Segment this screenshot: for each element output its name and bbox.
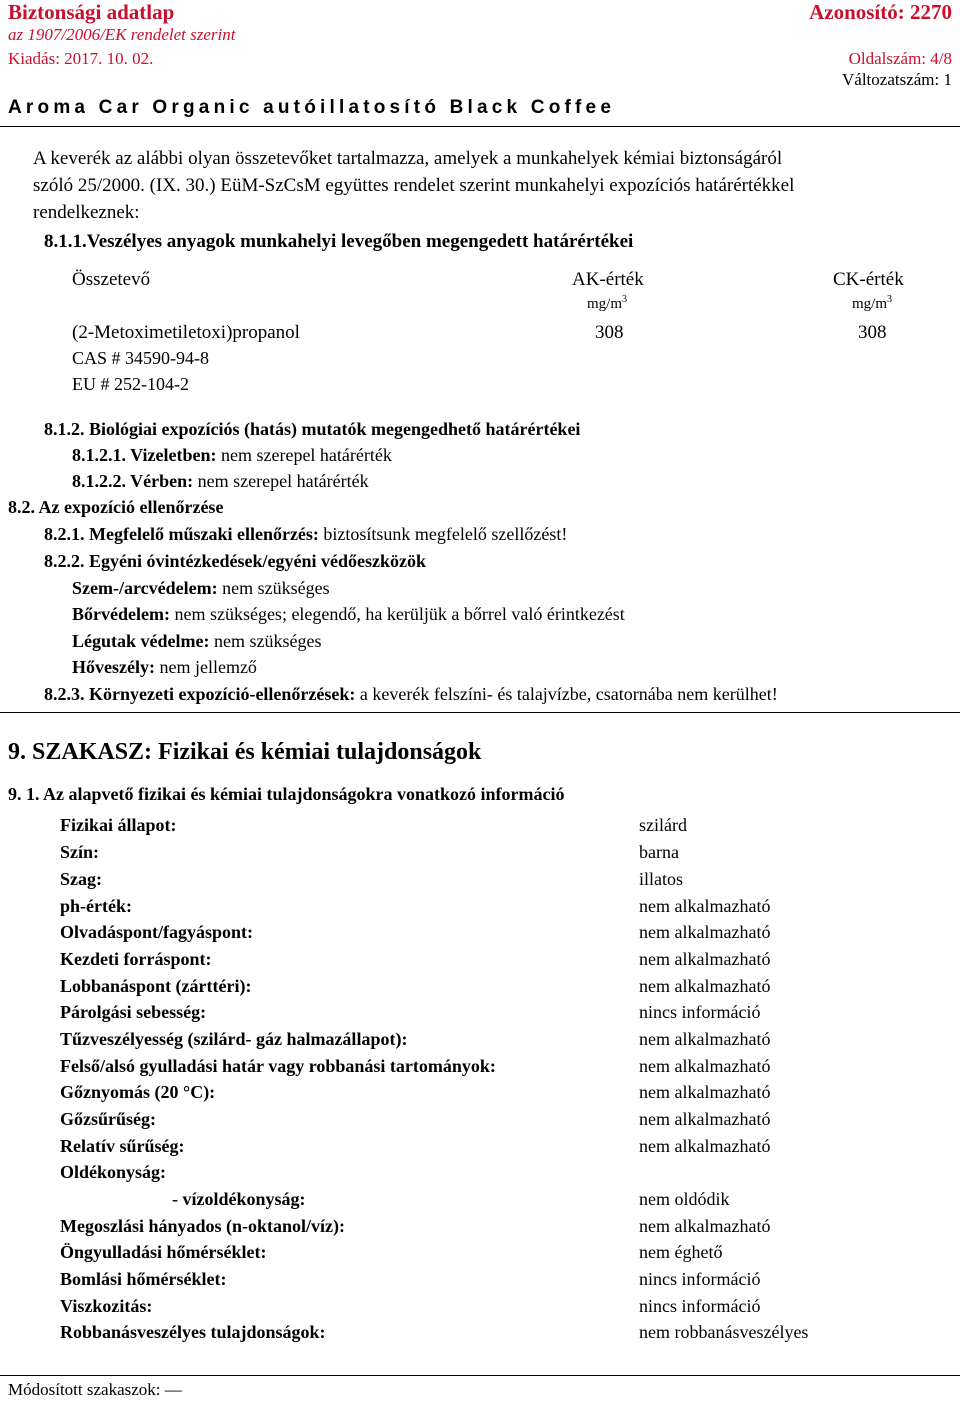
property-row: Gőzsűrűség: nem alkalmazható	[60, 1109, 771, 1129]
ppe-thermal: Hőveszély: nem jellemző	[72, 657, 257, 677]
document-title: Biztonsági adatlap	[8, 0, 175, 24]
product-name: Aroma Car Organic autóillatosító Black Coffee	[8, 97, 616, 118]
ppe-eye: Szem-/arcvédelem: nem szükséges	[72, 578, 330, 598]
section-8-2-3: 8.2.3. Környezeti expozíció-ellenőrzések: a keverék felszíni- és talajvízbe, csatornába nem kerülhet!	[44, 684, 778, 704]
component-eu: EU # 252-104-2	[72, 374, 189, 394]
col-ck-header: CK-érték	[833, 269, 904, 290]
section-8-2-2-heading: 8.2.2. Egyéni óvintézkedések/egyéni védőeszközök	[44, 551, 426, 571]
property-row: ph-érték: nem alkalmazható	[60, 896, 771, 916]
property-row: Robbanásveszélyes tulajdonságok: nem robbanásveszélyes	[60, 1322, 809, 1342]
component-ck-value: 308	[858, 322, 887, 343]
section-8-2-1: 8.2.1. Megfelelő műszaki ellenőrzés: biztosítsunk megfelelő szellőzést!	[44, 524, 568, 544]
property-row: Fizikai állapot: szilárd	[60, 815, 687, 835]
property-row: Megoszlási hányados (n-oktanol/víz): nem alkalmazható	[60, 1216, 771, 1236]
intro-line-3: rendelkeznek:	[33, 202, 140, 223]
section-9-1-heading: 9. 1. Az alapvető fizikai és kémiai tulajdonságokra vonatkozó információ	[8, 784, 565, 804]
property-row: Szag: illatos	[60, 869, 683, 889]
footer-divider	[0, 1375, 960, 1376]
property-row: Olvadáspont/fagyáspont: nem alkalmazható	[60, 922, 771, 942]
header-divider	[0, 126, 960, 127]
issue-date: Kiadás: 2017. 10. 02.	[8, 49, 154, 68]
property-row: Felső/alsó gyulladási határ vagy robbanási tartományok: nem alkalmazható	[60, 1056, 771, 1076]
document-id: Azonosító: 2270	[809, 0, 952, 24]
ak-unit: $mg/m^3$	[587, 294, 628, 312]
property-row: Relatív sűrűség: nem alkalmazható	[60, 1136, 771, 1156]
page-number: Oldalszám: 4/8	[848, 49, 952, 68]
component-name: (2-Metoximetiletoxi)propanol	[72, 322, 300, 343]
property-row: Öngyulladási hőmérséklet: nem éghető	[60, 1242, 723, 1262]
property-row: Gőznyomás (20 °C): nem alkalmazható	[60, 1082, 771, 1102]
version-number: Változatszám: 1	[842, 70, 952, 89]
col-component-header: Összetevő	[72, 269, 151, 290]
section-8-1-2-2: 8.1.2.2. Vérben: nem szerepel határérték	[72, 471, 369, 491]
component-ak-value: 308	[595, 322, 624, 343]
property-row: Kezdeti forráspont: nem alkalmazható	[60, 949, 771, 969]
modified-sections: Módosított szakaszok: —	[8, 1380, 182, 1399]
property-row: Párolgási sebesség: nincs információ	[60, 1002, 761, 1022]
ck-unit: $mg/m^3$	[852, 294, 893, 312]
property-row: Bomlási hőmérséklet: nincs információ	[60, 1269, 761, 1289]
property-row: Oldékonyság:	[60, 1162, 167, 1182]
section-8-1-1-heading: 8.1.1.Veszélyes anyagok munkahelyi levegőben megengedett határértékei	[44, 231, 634, 252]
ppe-respiratory: Légutak védelme: nem szükséges	[72, 631, 322, 651]
section-8-2-heading: 8.2. Az expozíció ellenőrzése	[8, 497, 224, 517]
property-row: Tűzveszélyesség (szilárd- gáz halmazállapot): nem alkalmazható	[60, 1029, 771, 1049]
component-cas: CAS # 34590-94-8	[72, 348, 210, 368]
property-row: Viszkozitás: nincs információ	[60, 1296, 761, 1316]
regulation-ref: az 1907/2006/EK rendelet szerint	[8, 25, 236, 44]
intro-line-1: A keverék az alábbi olyan összetevőket tartalmazza, amelyek a munkahelyek kémiai biztonságáról	[33, 148, 783, 169]
property-row: - vízoldékonyság: nem oldódik	[172, 1189, 730, 1209]
section-8-1-2-1: 8.1.2.1. Vizeletben: nem szerepel határérték	[72, 445, 392, 465]
ppe-skin: Bőrvédelem: nem szükséges; elegendő, ha kerüljük a bőrrel való érintkezést	[72, 604, 625, 624]
property-row: Szín: barna	[60, 842, 679, 862]
col-ak-header: AK-érték	[572, 269, 644, 290]
property-row: Lobbanáspont (zárttéri): nem alkalmazható	[60, 976, 771, 996]
section-divider	[0, 712, 960, 713]
intro-line-2: szóló 25/2000. (IX. 30.) EüM-SzCsM együttes rendelet szerint munkahelyi expozíciós határértékkel	[33, 175, 795, 196]
section-9-title: 9. SZAKASZ: Fizikai és kémiai tulajdonságok	[8, 739, 482, 765]
section-8-1-2-heading: 8.1.2. Biológiai expozíciós (hatás) mutatók megengedhető határértékei	[44, 419, 581, 439]
